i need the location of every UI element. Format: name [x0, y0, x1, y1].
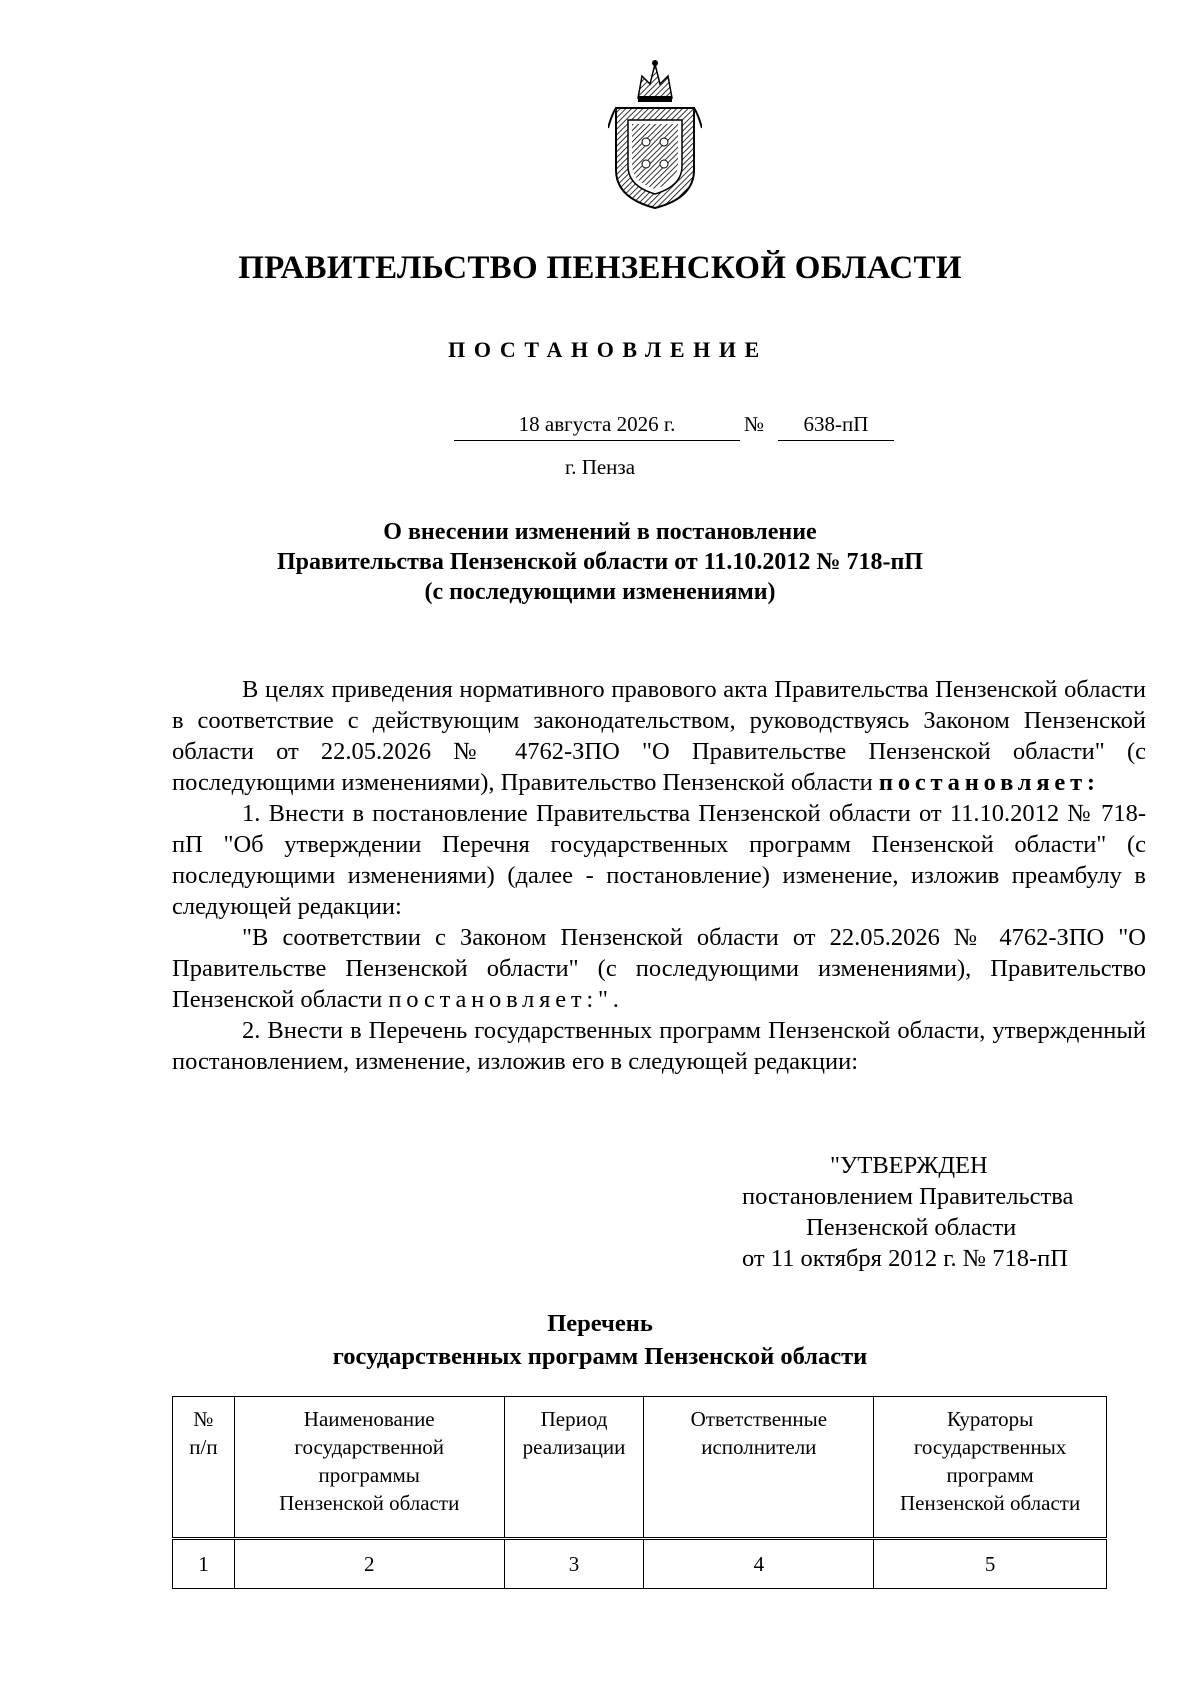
column-number-cell: 5: [874, 1539, 1107, 1589]
approved-line-2: постановлением Правительства: [742, 1183, 1074, 1210]
header-cell-program-name: [234, 1397, 504, 1539]
resolves-word: постановляет:: [878, 769, 1100, 796]
list-title-line-1: Перечень: [547, 1310, 653, 1337]
coat-of-arms-emblem: [608, 58, 702, 214]
approved-line-4: от 11 октября 2012 г. № 718-пП: [742, 1245, 1068, 1272]
header-cell-curators: [874, 1397, 1107, 1539]
header-text: п/п: [189, 1435, 218, 1459]
number-sign: №: [744, 412, 765, 436]
header-text: Пензенской области: [279, 1491, 460, 1515]
column-number-cell: 4: [644, 1539, 874, 1589]
quoted-preamble-paragraph: [172, 922, 1146, 1015]
table-row: [173, 1539, 1107, 1589]
document-body: [172, 674, 1146, 1077]
header-text: исполнители: [701, 1435, 817, 1459]
header-text: реализации: [522, 1435, 626, 1459]
quoted-preamble-text: "В соответствии с Законом Пензенской области от 22.05.2026 № 4762-ЗПО "О Правительстве Пензенской области" (с последующими изменениями), Правительство Пензенской области: [172, 924, 1146, 1013]
item-1-paragraph: 1. Внести в постановление Правительства Пензенской области от 11.10.2012 № 718-пП "Об утверждении Перечня государственных программ Пензенской области" (с последующими изменениями) (далее - постановление) изменение, изложив преамбулу в следующей редакции:: [172, 800, 1146, 920]
title-line-2: Правительства Пензенской области от 11.10.2012 № 718-пП: [277, 549, 923, 575]
list-title: [0, 1307, 1200, 1373]
city: г. Пенза: [564, 455, 636, 479]
header-cell-period: [504, 1397, 644, 1539]
title-line-3: (с последующими изменениями): [424, 579, 776, 605]
header-text: №: [193, 1407, 214, 1431]
table-header-row: [173, 1397, 1107, 1539]
column-number-cell: 1: [173, 1539, 235, 1589]
header-text: Период: [540, 1407, 608, 1431]
column-number-cell: 3: [504, 1539, 644, 1589]
title-line-1: О внесении изменений в постановление: [383, 519, 817, 545]
quoted-resolves-word: постановляет:".: [388, 986, 624, 1013]
header-text: Наименование: [303, 1407, 435, 1431]
decree-number: 638-пП: [778, 412, 894, 441]
decree-date: 18 августа 2026 г.: [454, 412, 740, 441]
header-cell-number: [173, 1397, 235, 1539]
list-title-line-2: государственных программ Пензенской области: [332, 1343, 868, 1370]
document-type: ПОСТАНОВЛЕНИЕ: [448, 337, 768, 362]
approved-line-3: Пензенской области: [806, 1214, 1017, 1241]
header-text: программ: [946, 1463, 1034, 1487]
header-text: государственной: [294, 1435, 445, 1459]
header-cell-executors: [644, 1397, 874, 1539]
preamble-paragraph: [172, 674, 1146, 798]
preamble-text: В целях приведения нормативного правового акта Правительства Пензенской области в соответствие с действующим законодательством, руководствуясь Законом Пензенской области от 22.05.2026 № 4762-ЗПО "О Правительстве Пензенской области" (с последующими изменениями), Правительство Пензенской области: [172, 676, 1146, 796]
header-text: Ответственные: [690, 1407, 828, 1431]
government-name: ПРАВИТЕЛЬСТВО ПЕНЗЕНСКОЙ ОБЛАСТИ: [238, 250, 962, 286]
document-title: [0, 517, 1200, 607]
header-text: государственных: [913, 1435, 1067, 1459]
header-text: Кураторы: [946, 1407, 1034, 1431]
programs-table: [172, 1396, 1107, 1589]
approval-stamp: [700, 1150, 1200, 1274]
item-2-paragraph: 2. Внести в Перечень государственных программ Пензенской области, утвержденный постановлением, изменение, изложив его в следующей редакции:: [172, 1017, 1146, 1075]
approved-line-1: "УТВЕРЖДЕН: [830, 1152, 988, 1179]
header-text: Пензенской области: [899, 1491, 1081, 1515]
header-text: программы: [318, 1463, 420, 1487]
column-number-cell: 2: [234, 1539, 504, 1589]
